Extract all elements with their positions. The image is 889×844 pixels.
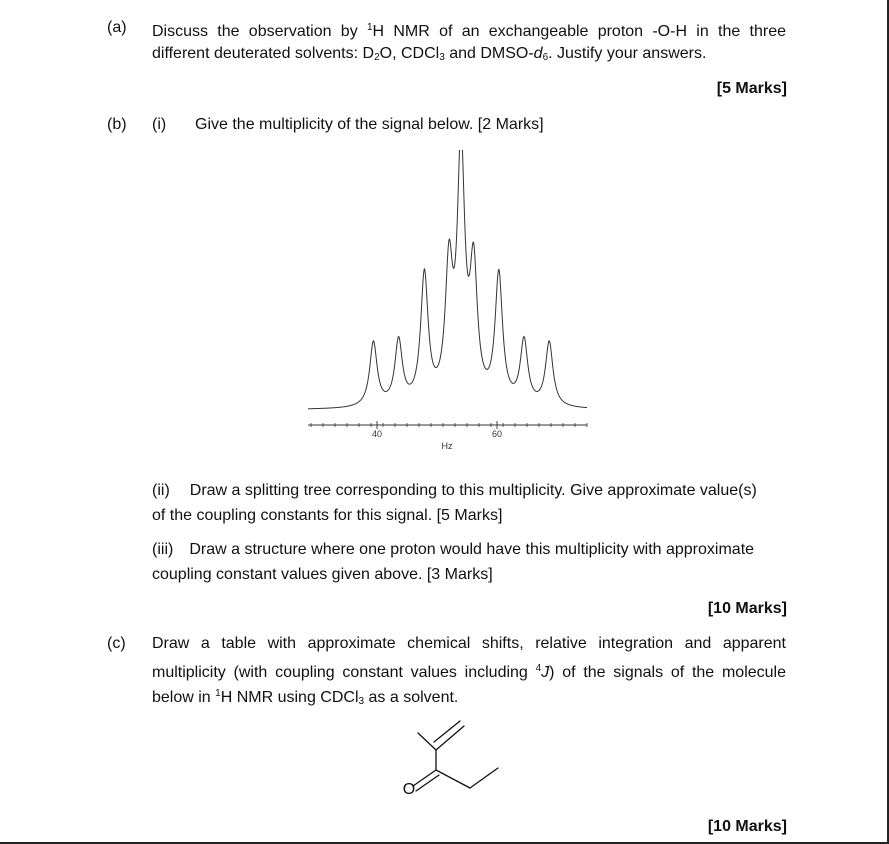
bond-carbonyl-double: [413, 770, 436, 786]
part-b-iii-line1: (iii) Draw a structure where one proton would have this multiplicity with approximate: [152, 541, 755, 558]
part-c-line3: below in $^1$H NMR using CDCl$_3$ as a solvent.: [152, 688, 459, 707]
part-a-line1: Discuss the observation by $^1$H NMR of an exchangeable proton -O-H in the three: [152, 22, 787, 40]
part-a-label: (a): [107, 19, 127, 36]
peak-markers: [372, 161, 550, 347]
bond-vinyl-double-inner: [434, 721, 460, 742]
part-b-label: (b): [107, 116, 127, 133]
part-b-ii-line2: of the coupling constants for this signal. [5 Marks]: [152, 507, 503, 524]
x-axis-label: Hz: [441, 441, 453, 451]
part-b-marks: [10 Marks]: [707, 600, 787, 617]
oxygen-atom-label: O: [402, 781, 416, 798]
nmr-spectrum-chart: [300, 150, 595, 460]
part-a-line2: different deuterated solvents: $D_2O$, CDCl$_3$ and DMSO-$d_6$. Justify your answers.: [152, 45, 707, 63]
peak-7: [498, 280, 500, 282]
spectrum-trace: [308, 150, 587, 409]
part-b-i-text: Give the multiplicity of the signal below. [2 Marks]: [195, 116, 544, 133]
bond-ch3: [470, 768, 498, 788]
part-a-marks: [5 Marks]: [716, 80, 787, 97]
part-b-ii-line1: (ii) Draw a splitting tree corresponding to this multiplicity. Give approximate value(s): [152, 482, 757, 499]
part-b-iii-line2: coupling constant values given above. [3 Marks]: [152, 566, 493, 583]
part-b-i-label: (i): [152, 116, 167, 133]
peak-4: [448, 280, 450, 282]
bond-ch2: [436, 770, 470, 788]
x-tick-label: 40: [371, 429, 383, 439]
peak-2: [398, 345, 400, 347]
peak-6: [473, 280, 475, 282]
molecule-structure: [390, 712, 510, 807]
bond-methyl: [418, 733, 436, 750]
bond-carbonyl-double-inner: [416, 775, 439, 791]
peak-3: [423, 280, 425, 282]
part-c-label: (c): [107, 635, 126, 652]
part-c-marks: [10 Marks]: [707, 818, 787, 835]
part-c-line2: multiplicity (with coupling constant values including $^4$J) of the signals of the molecule: [152, 663, 786, 681]
peak-5: [460, 161, 462, 163]
part-c-line1: Draw a table with approximate chemical shifts, relative integration and apparent: [152, 635, 786, 652]
x-tick-label: 60: [491, 429, 503, 439]
peak-8: [523, 345, 525, 347]
